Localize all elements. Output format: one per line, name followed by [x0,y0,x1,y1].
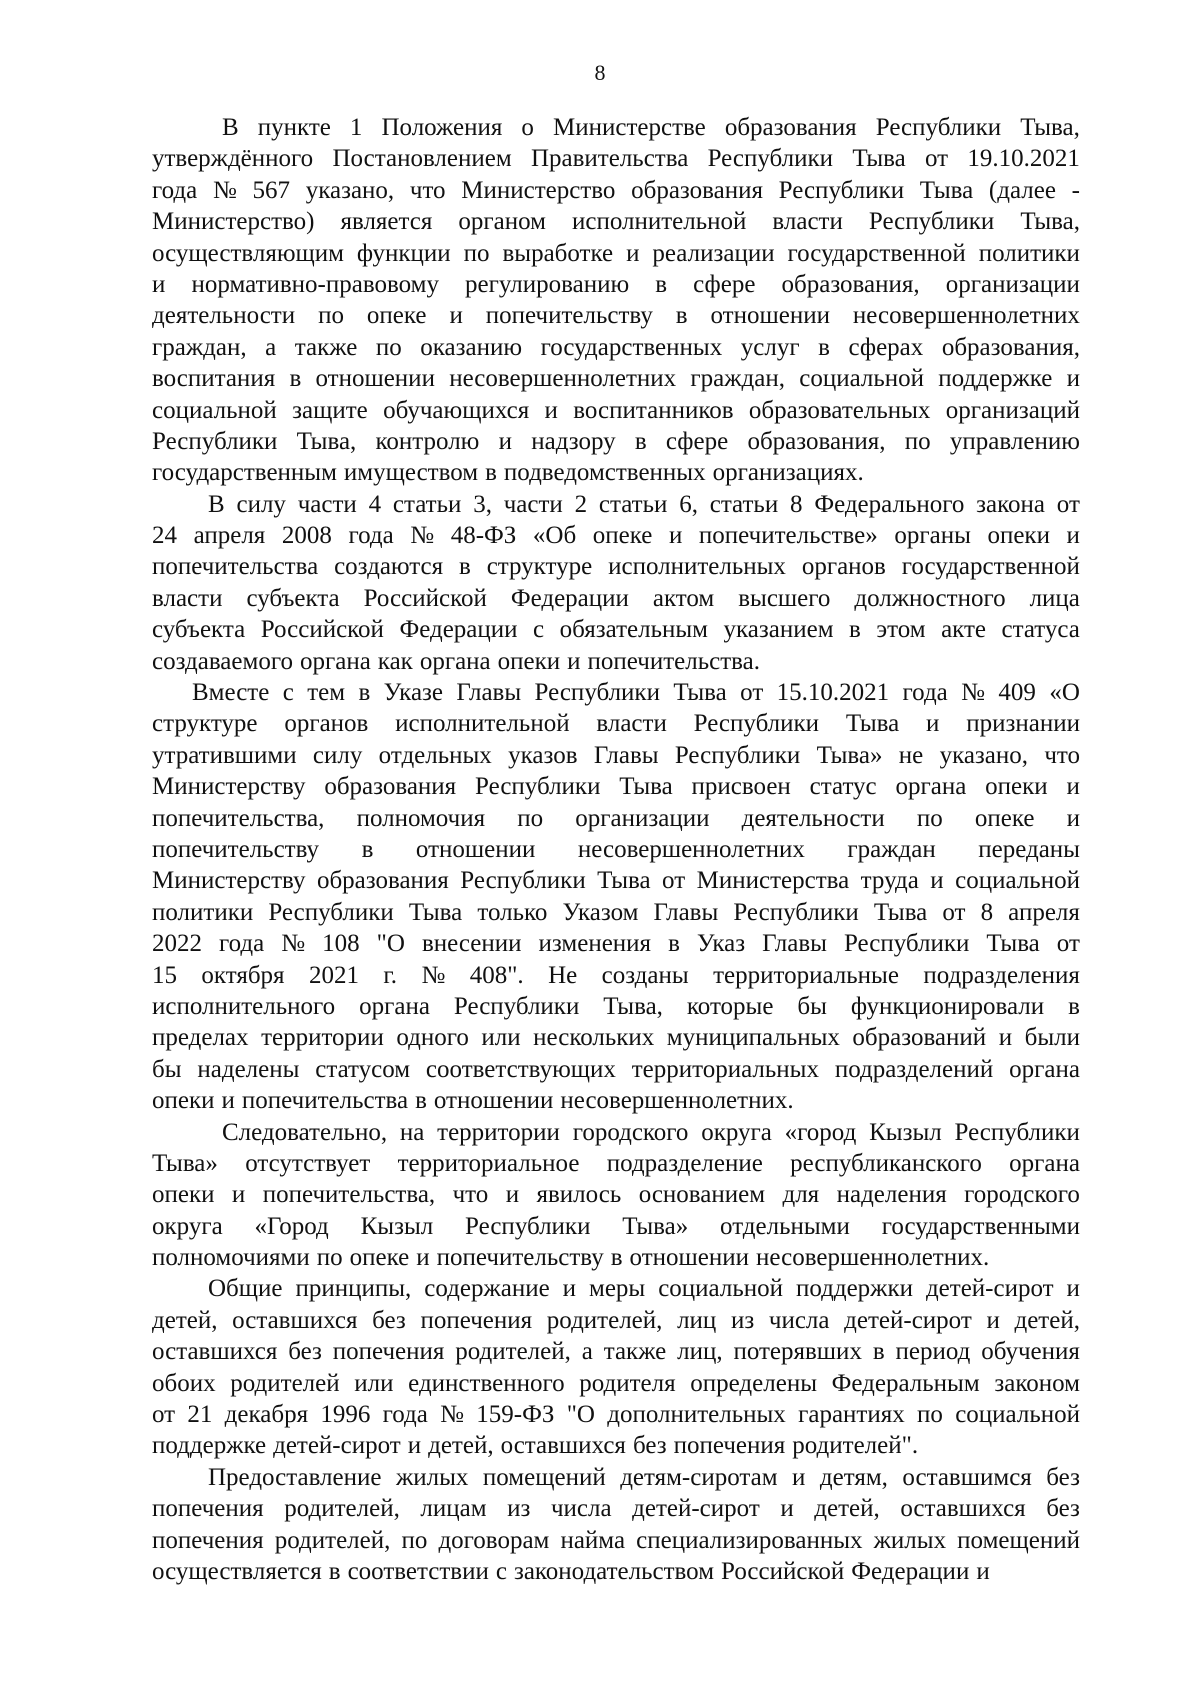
text-line: власти субъекта Российской Федерации актом высшего должностного лица [152,584,1080,612]
text-line: В пункте 1 Положения о Министерстве образования Республики Тыва, [222,114,1080,141]
text-line: исполнительного органа Республики Тыва, которые бы функционировали в [152,992,1080,1020]
text-line: попечительству в отношении несовершеннолетних граждан переданы [152,835,1080,863]
text-line: опеки и попечительства в отношении несовершеннолетних. [152,1087,794,1115]
text-line: Предоставление жилых помещений детям-сиротам и детям, оставшимся без [208,1463,1080,1491]
text-line: В силу части 4 статьи 3, части 2 статьи 6, статьи 8 Федерального закона от [208,490,1080,518]
text-line: утверждённого Постановлением Правительства Республики Тыва от 19.10.2021 [152,145,1080,173]
text-line: опеки и попечительства, что и явилось основанием для наделения городского [152,1181,1080,1209]
text-line: попечительства создаются в структуре исполнительных органов государственной [152,553,1080,581]
text-line: и нормативно-правовому регулированию в сфере образования, организации [152,270,1080,298]
text-line: осуществляющим функции по выработке и реализации государственной политики [152,239,1080,267]
text-line: структуре органов исполнительной власти Республики Тыва и признании [152,710,1080,738]
document-body [152,112,1080,1587]
text-line: бы наделены статусом соответствующих территориальных подразделений органа [152,1055,1080,1083]
page-number: 8 [594,60,606,85]
text-line: деятельности по опеке и попечительству в отношении несовершеннолетних [152,302,1080,330]
text-line: утратившими силу отдельных указов Главы Республики Тыва» не указано, что [152,741,1080,769]
text-line: 2022 года № 108 "О внесении изменения в Указ Главы Республики Тыва от [152,930,1080,958]
text-line: воспитания в отношении несовершеннолетних граждан, социальной поддержке и [152,365,1080,393]
text-line: Вместе с тем в Указе Главы Республики Тыва от 15.10.2021 года № 409 «О [192,679,1080,707]
text-line: Республики Тыва, контролю и надзору в сфере образования, по управлению [152,427,1080,455]
text-line: поддержке детей-сирот и детей, оставшихся без попечения родителей". [152,1432,919,1460]
paragraph [152,1117,1080,1274]
text-line: Министерство) является органом исполнительной власти Республики Тыва, [152,208,1080,236]
text-line: государственным имуществом в подведомственных организациях. [152,459,864,487]
paragraph [152,112,1080,489]
text-line: создаваемого органа как органа опеки и попечительства. [152,647,760,675]
text-line: 24 апреля 2008 года № 48-ФЗ «Об опеке и попечительстве» органы опеки и [152,522,1080,550]
text-line: пределах территории одного или нескольких муниципальных образований и были [152,1024,1080,1052]
text-line: попечения родителей, по договорам найма специализированных жилых помещений [152,1526,1080,1554]
text-line: субъекта Российской Федерации с обязательным указанием в этом акте статуса [152,616,1080,644]
text-line: округа «Город Кызыл Республики Тыва» отдельными государственными [152,1212,1080,1240]
text-line: Министерству образования Республики Тыва от Министерства труда и социальной [152,867,1080,895]
paragraph [152,1273,1080,1461]
text-line: Следовательно, на территории городского округа «город Кызыл Республики [222,1118,1080,1146]
text-line: граждан, а также по оказанию государственных услуг в сферах образования, [152,333,1080,361]
paragraph [152,677,1080,1116]
text-line: осуществляется в соответствии с законодательством Российской Федерации и [152,1557,990,1585]
text-line: социальной защите обучающихся и воспитанников образовательных организаций [152,396,1080,424]
paragraph [152,1462,1080,1588]
text-line: детей, оставшихся без попечения родителей, лиц из числа детей-сирот и детей, [152,1306,1080,1334]
text-line: политики Республики Тыва только Указом Главы Республики Тыва от 8 апреля [152,898,1080,926]
text-line: Министерству образования Республики Тыва присвоен статус органа опеки и [152,773,1080,801]
paragraph [152,489,1080,677]
text-line: попечительства, полномочия по организации деятельности по опеке и [152,804,1080,832]
text-line: от 21 декабря 1996 года № 159-ФЗ "О дополнительных гарантиях по социальной [152,1401,1080,1429]
text-line: обоих родителей или единственного родителя определены Федеральным законом [152,1369,1080,1397]
text-line: 15 октября 2021 г. № 408". Не созданы территориальные подразделения [152,961,1080,989]
text-line: полномочиями по опеке и попечительству в отношении несовершеннолетних. [152,1244,990,1272]
text-line: года № 567 указано, что Министерство образования Республики Тыва (далее - [152,176,1080,204]
text-line: Общие принципы, содержание и меры социальной поддержки детей-сирот и [208,1275,1080,1303]
text-line: попечения родителей, лицам из числа детей-сирот и детей, оставшихся без [152,1495,1080,1523]
text-line: оставшихся без попечения родителей, а также лиц, потерявших в период обучения [152,1338,1080,1366]
text-line: Тыва» отсутствует территориальное подразделение республиканского органа [152,1149,1080,1177]
